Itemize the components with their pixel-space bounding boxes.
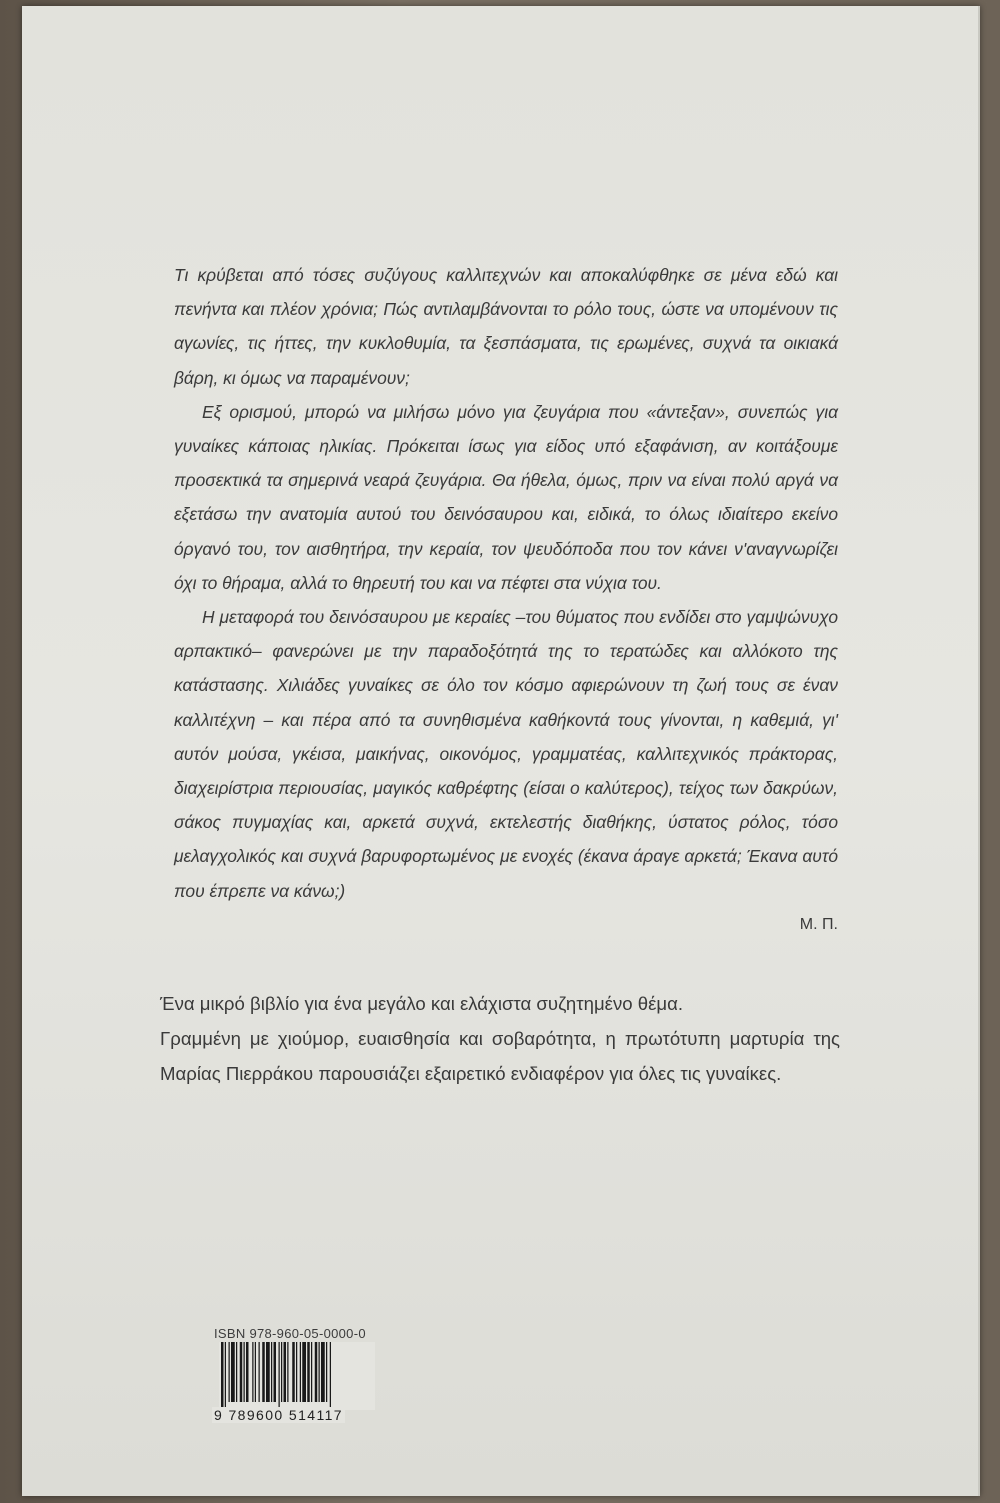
barcode-bar [315, 1342, 318, 1402]
barcode-bar [244, 1342, 245, 1402]
barcode-bar [221, 1342, 224, 1410]
barcode-bar [326, 1342, 327, 1402]
barcode-bar [271, 1342, 272, 1402]
tagline-text [160, 986, 840, 1091]
barcode-bar [287, 1342, 288, 1402]
barcode-bar [231, 1342, 235, 1402]
barcode-bar [259, 1342, 260, 1402]
barcode-bar [281, 1342, 282, 1402]
barcode-bar [330, 1342, 331, 1410]
blurb-text [174, 258, 838, 908]
barcode-bar [262, 1342, 265, 1402]
tagline-line-2: Γραμμένη με χιούμορ, ευαισθησία και σοβαρότητα, η πρωτότυπη μαρτυρία της Μαρίας Πιερράκου παρουσιάζει εξαιρετικό ενδιαφέρον για όλες τις γυναίκες. [160, 1028, 840, 1084]
barcode-number: 9 789600 514117 [214, 1407, 343, 1423]
barcode-bar [274, 1342, 277, 1402]
barcode-bar [279, 1342, 280, 1410]
barcode-bar [321, 1342, 325, 1402]
barcode-bar [255, 1342, 256, 1402]
barcode-bar [319, 1342, 320, 1402]
blurb-paragraph-2: Εξ ορισμού, μπορώ να μιλήσω μόνο για ζευγάρια που «άντεξαν», συνεπώς για γυναίκες κάποιας ηλικίας. Πρόκειται ίσως για είδος υπό εξαφάνιση, αν κοιτάξουμε προσεκτικά τα σημερινά νεαρά ζευγάρια. Θα ήθελα, όμως, πριν να είναι πολύ αργά να εξετάσω την ανατομία αυτού του δεινόσαυρου και, ειδικά, το όλως ιδιαίτερο εκείνο όργανό του, τον αισθητήρα, την κεραία, τον ψευδόποδα που τον κάνει ν'αναγνωρίζει όχι το θήραμα, αλλά το θηρευτή του και να πέφτει στα νύχια του. [174, 401, 838, 593]
barcode-bar [240, 1342, 243, 1402]
author-initials: Μ. Π. [799, 916, 838, 933]
barcode-bar [300, 1342, 301, 1402]
barcode-bar [284, 1342, 287, 1402]
isbn-label: ISBN 978-960-05-0000-0 [214, 1326, 366, 1341]
barcode-bar [246, 1342, 249, 1402]
tagline-line-1: Ένα μικρό βιβλίο για ένα μεγάλο και ελάχιστα συζητημένο θέμα. [160, 993, 684, 1014]
barcode-bar [266, 1342, 270, 1402]
barcode-bar [225, 1342, 226, 1410]
barcode-bar [252, 1342, 253, 1402]
barcode-bar [307, 1342, 310, 1402]
barcode-bar [236, 1342, 237, 1402]
blurb-paragraph-3: Η μεταφορά του δεινόσαυρου με κεραίες –του θύματος που ενδίδει στο γαμψώνυχο αρπακτικό– φανερώνει με την παραδοξότητά της το τερατώδες και αλλόκοτο της κατάστασης. Χιλιάδες γυναίκες σε όλο τον κόσμο αφιερώνουν τη ζωή τους σε έναν καλλιτέχνη – και πέρα από τα συνηθισμένα καθήκοντά τους γίνονται, η καθεμιά, γι' αυτόν μούσα, γκέισα, μαικήνας, οικονόμος, γραμματέας, καλλιτεχνικός πράκτορας, διαχειρίστρια περιουσίας, μαγικός καθρέφτης (είσαι ο καλύτερος), τείχος των δακρύων, σάκος πυγμαχίας και, αρκετά συχνά, εκτελεστής διαθήκης, ύστατος ρόλος, τόσο μελαγχολικός και συχνά βαρυφορτωμένος με ενοχές (έκανα άραγε αρκετά; Έκανα αυτό που έπρεπε να κάνω;) [174, 607, 838, 901]
blurb-paragraph-1: Τι κρύβεται από τόσες συζύγους καλλιτεχνών και αποκαλύφθηκε σε μένα εδώ και πενήντα και πλέον χρόνια; Πώς αντιλαμβάνονται το ρόλο τους, ώστε να υπομένουν τις αγωνίες, τις ήττες, την κυκλοθυμία, τα ξεσπάσματα, τις ερωμένες, συχνά τα οικιακά βάρη, κι όμως να παραμένουν; [174, 265, 838, 388]
barcode-bar [292, 1342, 295, 1402]
barcode [219, 1342, 375, 1410]
barcode-bar [311, 1342, 312, 1402]
barcode-bar [302, 1342, 306, 1402]
barcode-bar [296, 1342, 297, 1402]
barcode-bar [229, 1342, 230, 1402]
